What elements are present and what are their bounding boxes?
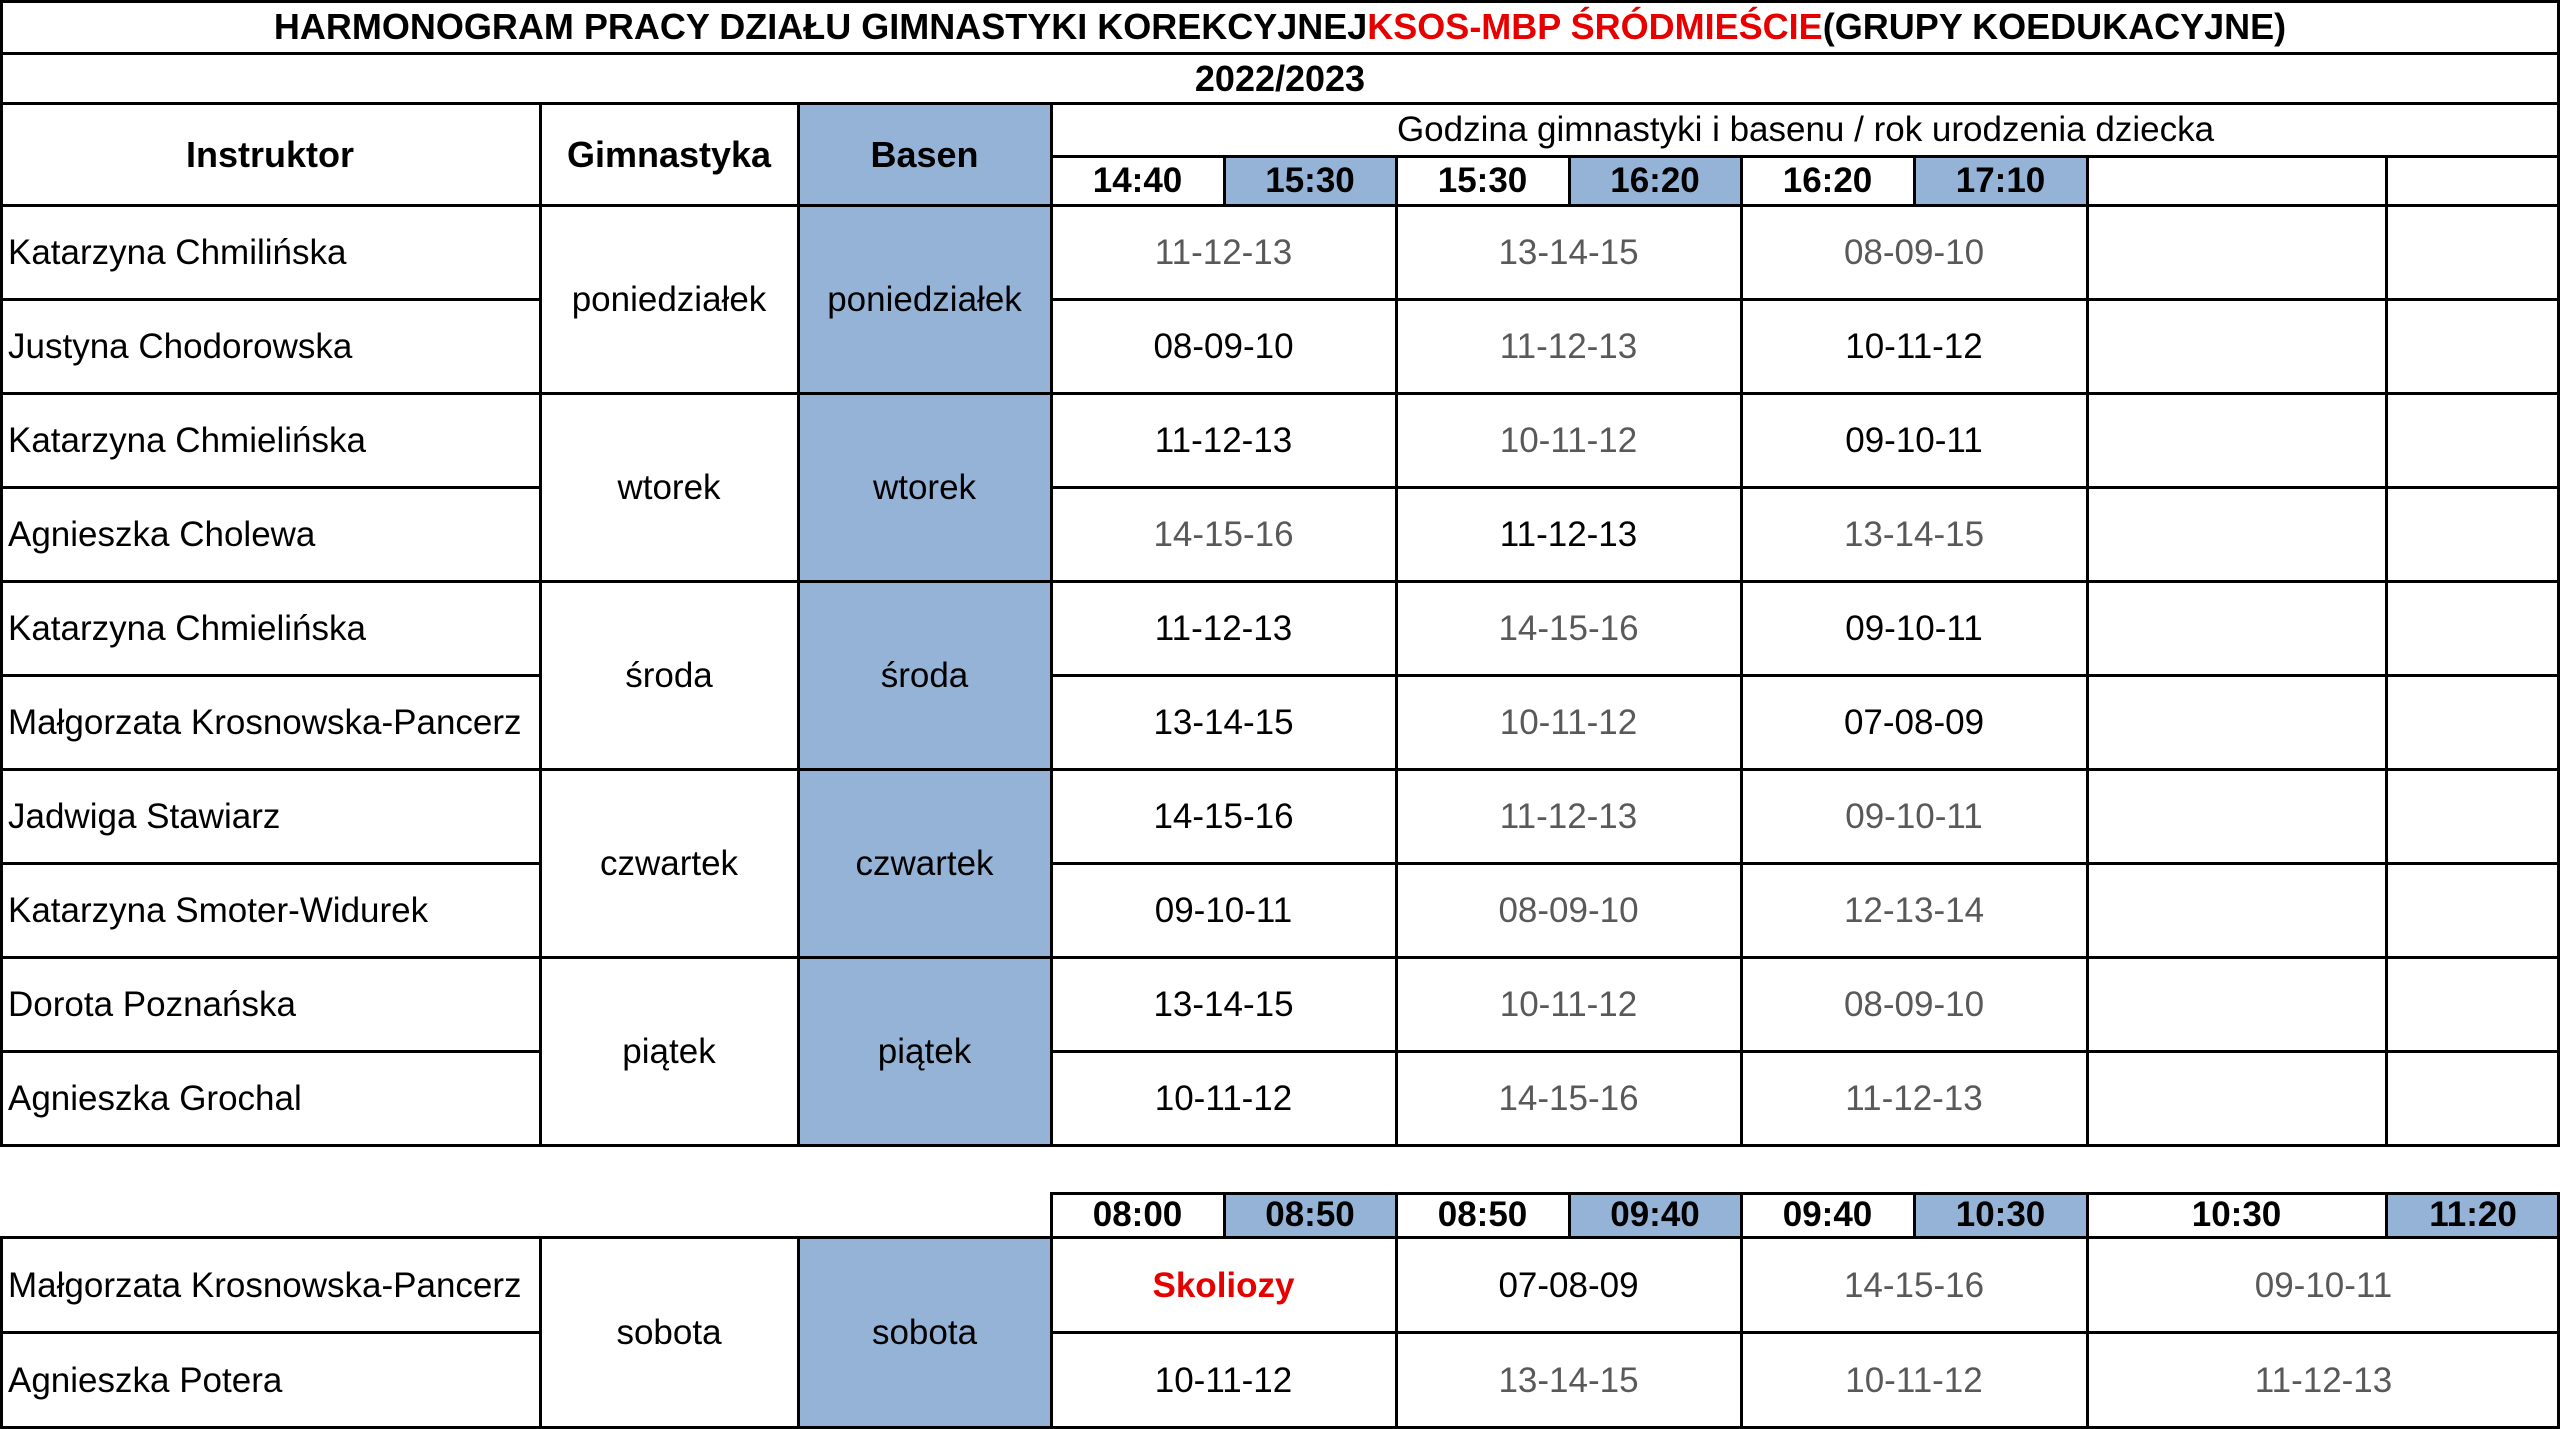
gym-day-label: piątek — [622, 1032, 716, 1071]
sat-age-group-cell: 14-15-16 — [1843, 1265, 1985, 1305]
grid-line — [1395, 155, 1398, 1146]
grid-line — [0, 674, 540, 677]
age-group-cell: 13-14-15 — [1843, 515, 1985, 554]
sat-time-slot-label: 08:00 — [1092, 1195, 1183, 1234]
time-slot-label: 15:30 — [1265, 161, 1355, 200]
instructor-name: Katarzyna Chmielińska — [8, 609, 366, 648]
grid-line — [2086, 155, 2089, 1146]
instructor-name: Małgorzata Krosnowska-Pancerz — [8, 703, 522, 742]
time-slot-label: 16:20 — [1782, 161, 1873, 200]
age-group-cell: 13-14-15 — [1153, 985, 1294, 1024]
instructor-name: Katarzyna Smoter-Widurek — [8, 891, 429, 930]
sat-age-group-cell: 09-10-11 — [2254, 1265, 2393, 1305]
grid-line — [0, 1331, 540, 1334]
grid-line — [0, 392, 2560, 395]
grid-line — [0, 1238, 3, 1429]
grid-line — [0, 862, 540, 865]
age-group-cell: 14-15-16 — [1498, 609, 1639, 648]
age-group-cell: 12-13-14 — [1843, 891, 1985, 930]
grid-line — [1395, 1192, 1398, 1429]
pool-day-label: wtorek — [872, 468, 977, 507]
instructor-name: Katarzyna Chmilińska — [8, 233, 347, 272]
header-hours-caption: Godzina gimnastyki i basenu / rok urodzenia dziecka — [1396, 110, 2215, 149]
grid-line — [1050, 102, 1053, 1146]
pool-day-label: czwartek — [855, 844, 994, 883]
grid-line — [797, 1238, 800, 1429]
gym-day-label: wtorek — [617, 468, 721, 507]
age-group-cell: 10-11-12 — [1499, 985, 1638, 1024]
grid-line — [539, 102, 542, 1146]
age-group-cell: 14-15-16 — [1153, 797, 1294, 836]
sat-instructor-name: Agnieszka Potera — [8, 1360, 283, 1400]
grid-line — [1913, 1192, 1916, 1238]
grid-line — [1051, 862, 2560, 865]
sat-age-group-cell: 10-11-12 — [1845, 1360, 1983, 1400]
age-group-cell: 09-10-11 — [1154, 891, 1293, 930]
age-group-cell: 11-12-13 — [1154, 421, 1293, 460]
gym-day-label: poniedziałek — [571, 280, 767, 319]
pool-day-label: środa — [880, 656, 969, 695]
grid-line — [1051, 298, 2560, 301]
age-group-cell: 09-10-11 — [1845, 609, 1983, 648]
sat-time-slot-label: 08:50 — [1437, 1195, 1528, 1234]
grid-line — [1740, 155, 1743, 1146]
age-group-cell: 08-09-10 — [1498, 891, 1639, 930]
age-group-cell: 10-11-12 — [1499, 421, 1638, 460]
sat-age-group-cell: 11-12-13 — [2254, 1360, 2393, 1400]
age-group-cell: 14-15-16 — [1153, 515, 1294, 554]
grid-line — [1913, 155, 1916, 206]
grid-line — [0, 1050, 540, 1053]
grid-line — [1051, 486, 2560, 489]
title-main: HARMONOGRAM PRACY DZIAŁU GIMNASTYKI KOREKCYJNEJ — [273, 6, 1368, 47]
pool-day-label: poniedziałek — [827, 280, 1022, 319]
grid-line — [0, 298, 540, 301]
grid-line — [1051, 1331, 2560, 1334]
grid-line — [0, 1144, 2560, 1147]
age-group-cell: 11-12-13 — [1499, 797, 1638, 836]
age-group-cell: 09-10-11 — [1845, 421, 1983, 460]
title-suffix: (GRUPY KOEDUKACYJNE) — [1822, 6, 2287, 47]
age-group-cell: 07-08-09 — [1843, 703, 1985, 742]
header-gymnastics: Gimnastyka — [566, 134, 772, 175]
instructor-name: Jadwiga Stawiarz — [8, 797, 281, 836]
age-group-cell: 11-12-13 — [1845, 1079, 1983, 1118]
grid-line — [2086, 1192, 2089, 1429]
sat-time-slot-label: 10:30 — [1955, 1195, 2046, 1234]
age-group-cell: 10-11-12 — [1845, 327, 1983, 366]
instructor-name: Katarzyna Chmielińska — [8, 421, 366, 460]
age-group-cell: 11-12-13 — [1499, 515, 1638, 554]
grid-line — [0, 956, 2560, 959]
school-year: 2022/2023 — [1194, 58, 1366, 99]
sat-time-slot-label: 09:40 — [1782, 1195, 1873, 1234]
age-group-cell: 13-14-15 — [1153, 703, 1294, 742]
gym-day-label: czwartek — [599, 844, 739, 883]
grid-line — [1568, 1192, 1571, 1238]
age-group-cell: 08-09-10 — [1153, 327, 1294, 366]
grid-line — [0, 768, 2560, 771]
grid-line — [2385, 1192, 2388, 1238]
sat-instructor-name: Małgorzata Krosnowska-Pancerz — [8, 1265, 522, 1305]
grid-line — [1051, 1192, 2560, 1195]
grid-line — [797, 102, 800, 1146]
grid-line — [0, 580, 2560, 583]
instructor-name: Agnieszka Cholewa — [8, 515, 316, 554]
time-slot-label: 17:10 — [1955, 161, 2046, 200]
gym-day-label: środa — [625, 656, 713, 695]
age-group-cell: 10-11-12 — [1499, 703, 1638, 742]
header-pool: Basen — [870, 134, 979, 175]
age-group-cell: 08-09-10 — [1843, 985, 1985, 1024]
age-group-cell: 11-12-13 — [1154, 233, 1293, 272]
age-group-cell: 09-10-11 — [1845, 797, 1983, 836]
grid-line — [539, 1238, 542, 1429]
sat-time-slot-label: 11:20 — [2429, 1195, 2517, 1234]
sat-age-group-cell: 13-14-15 — [1498, 1360, 1639, 1400]
sat-time-slot-label: 10:30 — [2191, 1195, 2282, 1234]
instructor-name: Agnieszka Grochal — [8, 1079, 302, 1118]
title-highlight: KSOS-MBP ŚRÓDMIEŚCIE — [1367, 6, 1823, 47]
time-slot-label: 14:40 — [1092, 161, 1183, 200]
time-slot-label: 15:30 — [1437, 161, 1528, 200]
grid-line — [1740, 1192, 1743, 1429]
sat-gym-day-label: sobota — [616, 1313, 722, 1352]
sat-time-slot-label: 09:40 — [1610, 1195, 1700, 1234]
sat-age-group-cell: Skoliozy — [1152, 1265, 1295, 1305]
age-group-cell: 14-15-16 — [1498, 1079, 1639, 1118]
grid-line — [0, 486, 540, 489]
age-group-cell: 08-09-10 — [1843, 233, 1985, 272]
sat-pool-day-label: sobota — [871, 1313, 978, 1352]
sat-age-group-cell: 07-08-09 — [1498, 1265, 1639, 1305]
grid-line — [1051, 674, 2560, 677]
sat-age-group-cell: 10-11-12 — [1154, 1360, 1293, 1400]
grid-line — [2385, 155, 2388, 1146]
grid-line — [1223, 155, 1226, 206]
grid-line — [0, 1236, 2560, 1239]
grid-line — [1051, 1050, 2560, 1053]
time-slot-label: 16:20 — [1610, 161, 1700, 200]
instructor-name: Dorota Poznańska — [8, 985, 296, 1024]
sheet-title — [0, 2, 2560, 52]
grid-line — [1568, 155, 1571, 206]
header-instructor: Instruktor — [185, 134, 354, 175]
age-group-cell: 13-14-15 — [1498, 233, 1639, 272]
age-group-cell: 11-12-13 — [1154, 609, 1293, 648]
age-group-cell: 10-11-12 — [1154, 1079, 1293, 1118]
sat-time-slot-label: 08:50 — [1265, 1195, 1355, 1234]
instructor-name: Justyna Chodorowska — [8, 327, 353, 366]
age-group-cell: 11-12-13 — [1499, 327, 1638, 366]
grid-line — [1223, 1192, 1226, 1238]
grid-line — [1050, 1192, 1053, 1429]
pool-day-label: piątek — [877, 1032, 972, 1071]
